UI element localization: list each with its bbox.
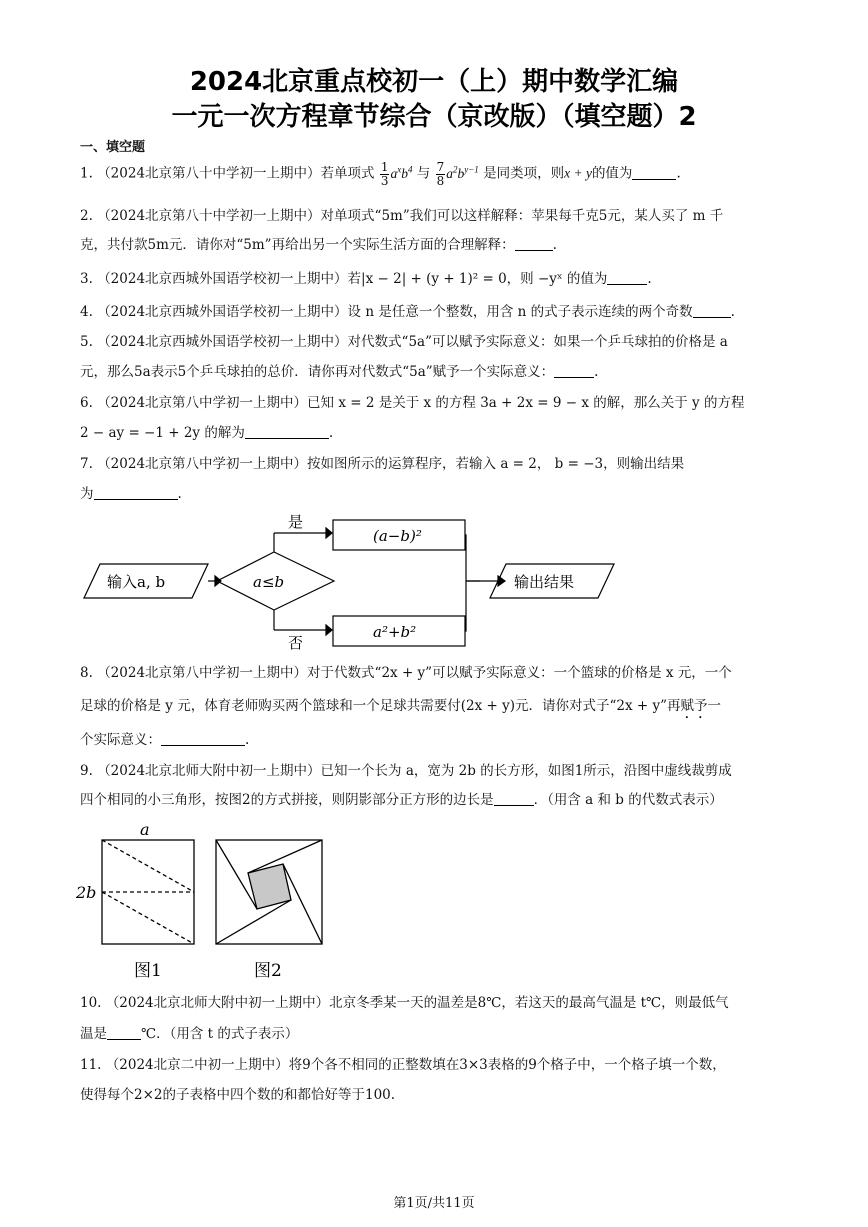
- title-line-2: 一元一次方程章节综合（京改版）（填空题）2: [171, 102, 697, 132]
- question-4: 4. （2024北京西城外国语学校初一上期中）设 n 是任意一个整数，用含 n 的式子表示连续的两个奇数 .: [80, 304, 735, 320]
- side-a-label: a: [140, 820, 150, 839]
- bottom-box-label: a²+b²: [373, 623, 417, 641]
- flowchart-diagram: [78, 506, 638, 656]
- question-6-cont: 2 − ay = −1 + 2y 的解为 .: [80, 425, 334, 441]
- side-2b-label: 2b: [76, 883, 97, 902]
- question-11-cont: 使得每个2×2的子表格中四个数的和都恰好等于100.: [80, 1087, 396, 1103]
- output-label: 输出结果: [514, 573, 575, 591]
- answer-blank[interactable]: [693, 303, 731, 318]
- title-line-1: 2024北京重点校初一（上）期中数学汇编: [189, 67, 679, 97]
- answer-blank[interactable]: [494, 791, 534, 806]
- question-7-cont: 为 .: [80, 486, 182, 502]
- condition-label: a≤b: [253, 573, 285, 591]
- question-8-cont: 足球的价格是 y 元，体育老师购买两个篮球和一个足球共需要付(2x + y)元．请你对式子“2x + y”再赋予一: [80, 698, 721, 714]
- answer-blank[interactable]: [94, 485, 178, 500]
- answer-blank[interactable]: [554, 363, 594, 378]
- yes-label: 是: [288, 513, 304, 531]
- question-11: 11. （2024北京二中初一上期中）将9个各不相同的正整数填在3×3表格的9个格子中，一个格子填一个数，: [80, 1057, 726, 1073]
- fig1-label: 图1: [134, 961, 162, 981]
- question-8: 8. （2024北京第八中学初一上期中）对于代数式“2x + y”可以赋予实际意义：一个篮球的价格是 x 元，一个: [80, 665, 732, 681]
- question-10-cont: 温是 ℃．（用含 t 的式子表示）: [80, 1026, 299, 1042]
- question-3: 3. （2024北京西城外国语学校初一上期中）若|x − 2| + (y + 1)² = 0，则 −yˣ 的值为 .: [80, 271, 652, 287]
- fraction-seven-eighths: $\frac{7}{8}$: [436, 159, 445, 188]
- answer-blank[interactable]: [515, 236, 553, 251]
- figure-2: [216, 840, 322, 944]
- question-7: 7. （2024北京第八中学初一上期中）按如图所示的运算程序，若输入 a = 2， b = −3，则输出结果: [80, 456, 685, 472]
- page-footer: 第1页/共11页: [393, 1196, 475, 1211]
- question-9: 9. （2024北京北师大附中初一上期中）已知一个长为 a，宽为 2b 的长方形，如图1所示，沿图中虚线裁剪成: [80, 763, 732, 779]
- no-label: 否: [288, 634, 304, 652]
- question-9-cont: 四个相同的小三角形，按图2的方式拼接，则阴影部分正方形的边长是 ．（用含 a 和 b 的代数式表示）: [80, 792, 723, 808]
- input-label: 输入a, b: [107, 573, 166, 591]
- figure-1: [102, 840, 194, 944]
- answer-blank[interactable]: [161, 731, 245, 746]
- figures-diagram: [74, 818, 334, 984]
- question-6: 6. （2024北京第八中学初一上期中）已知 x = 2 是关于 x 的方程 3a + 2x = 9 − x 的解，那么关于 y 的方程: [80, 395, 745, 411]
- question-10: 10. （2024北京北师大附中初一上期中）北京冬季某一天的温差是8℃，若这天的最高气温是 t℃，则最低气: [80, 995, 729, 1011]
- top-box-label: (a−b)²: [373, 527, 422, 545]
- answer-blank[interactable]: [607, 270, 647, 285]
- question-2-cont: 克，共付款5m元．请你对“5m”再给出另一个实际生活方面的合理解释： .: [80, 237, 557, 253]
- fraction-one-third: $\frac{1}{3}$: [380, 159, 389, 188]
- question-5-cont: 元，那么5a表示5个乒乓球拍的总价．请你再对代数式“5a”赋予一个实际意义： .: [80, 364, 599, 380]
- question-2: 2. （2024北京第八十中学初一上期中）对单项式“5m”我们可以这样解释：苹果每千克5元，某人买了 m 千: [80, 208, 724, 224]
- question-8-cont2: 个实际意义： .: [80, 732, 250, 748]
- question-1: 1. （2024北京第八十中学初一上期中）若单项式 $\frac{1}{3}$ $a^xb^4$ 与 $\frac{7}{8}$ $a^2b^{y-1}$ 是同类项，则x + y的值为 .: [80, 159, 681, 188]
- answer-blank[interactable]: [245, 424, 329, 439]
- answer-blank[interactable]: [632, 165, 676, 180]
- question-5: 5. （2024北京西城外国语学校初一上期中）对代数式“5a”可以赋予实际意义：如果一个乒乓球拍的价格是 a: [80, 334, 728, 350]
- section-title: 一、填空题: [80, 140, 146, 155]
- answer-blank[interactable]: [107, 1025, 141, 1040]
- fig2-label: 图2: [254, 961, 282, 981]
